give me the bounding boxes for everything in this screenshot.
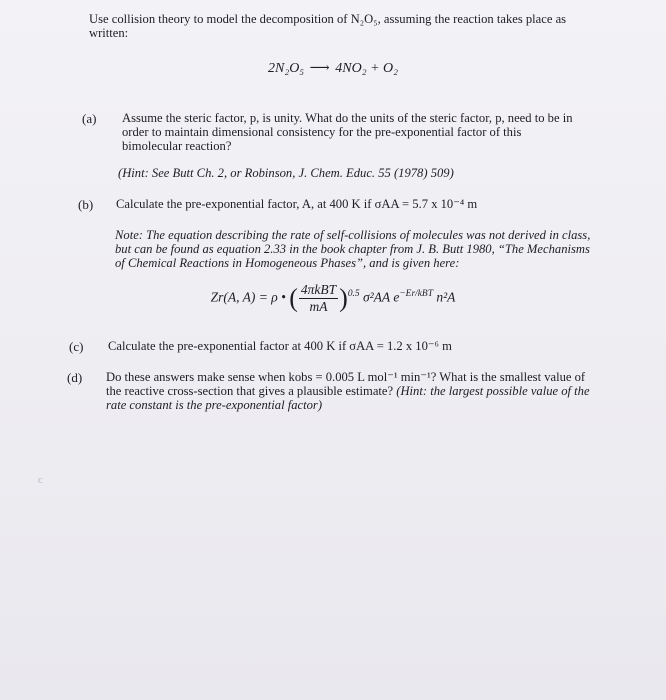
problem-intro: Use collision theory to model the decomposition of N₂O₅, assuming the reaction takes place as written:: [89, 12, 567, 40]
part-c-label: (c): [69, 339, 84, 354]
part-d-label: (d): [67, 370, 83, 385]
formula-fraction: [299, 282, 338, 315]
part-b-label: (b): [78, 197, 94, 212]
part-d-text: [106, 370, 590, 412]
reaction-products: 4NO₂ + O₂: [335, 61, 398, 76]
formula-tail-end: n²A: [436, 289, 456, 305]
part-c-text: Calculate the pre-exponential factor at 400 K if σAA = 1.2 x 10⁻⁶ m: [108, 339, 452, 353]
reaction-reactants: 2N₂O₅: [267, 61, 305, 76]
formula-left-paren: (: [289, 283, 298, 313]
formula-right-paren: ): [339, 283, 348, 313]
formula-numerator: 4πkBT: [300, 282, 337, 297]
formula-tail-exponent: −Er/kBT: [399, 289, 433, 300]
part-b-text: Calculate the pre-exponential factor, A, at 400 K if σAA = 5.7 x 10⁻⁴ m: [116, 197, 478, 211]
part-a-hint: (Hint: See Butt Ch. 2, or Robinson, J. Chem. Educ. 55 (1978) 509): [118, 166, 454, 180]
part-a-label: (a): [82, 111, 97, 126]
reaction-equation: [0, 60, 666, 77]
reaction-arrow: ⟶: [309, 61, 330, 76]
part-d-main: Do these answers make sense when kobs = 0.005 L mol⁻¹ min⁻¹? What is the smallest value of the reactive cross-section that gives a plausible estimate?: [106, 370, 586, 398]
part-a-text: Assume the steric factor, p, is unity. What do the units of the steric factor, p, need to be in order to maintain dimensional consistency for the pre-exponential factor of this bimolecular reaction?: [122, 111, 573, 153]
part-d-hint: (Hint: the largest possible value of the rate constant is the pre-exponential factor): [106, 384, 590, 412]
formula-exponent: 0.5: [347, 289, 360, 300]
stray-pen-mark: c: [38, 474, 43, 486]
formula-denominator: mA: [309, 299, 328, 314]
formula-tail: σ²AA e: [362, 289, 400, 305]
part-b-note: Note: The equation describing the rate of self-collisions of molecules was not derived in class, but can be found as equation 2.33 in the book chapter from J. B. Butt 1980, “The Mechanisms of Chemical Reactions in Homogeneous Phases”, and is given here:: [115, 228, 591, 270]
formula-lhs: Zr(A, A) = ρ •: [210, 289, 286, 305]
collision-rate-formula: [0, 282, 666, 315]
